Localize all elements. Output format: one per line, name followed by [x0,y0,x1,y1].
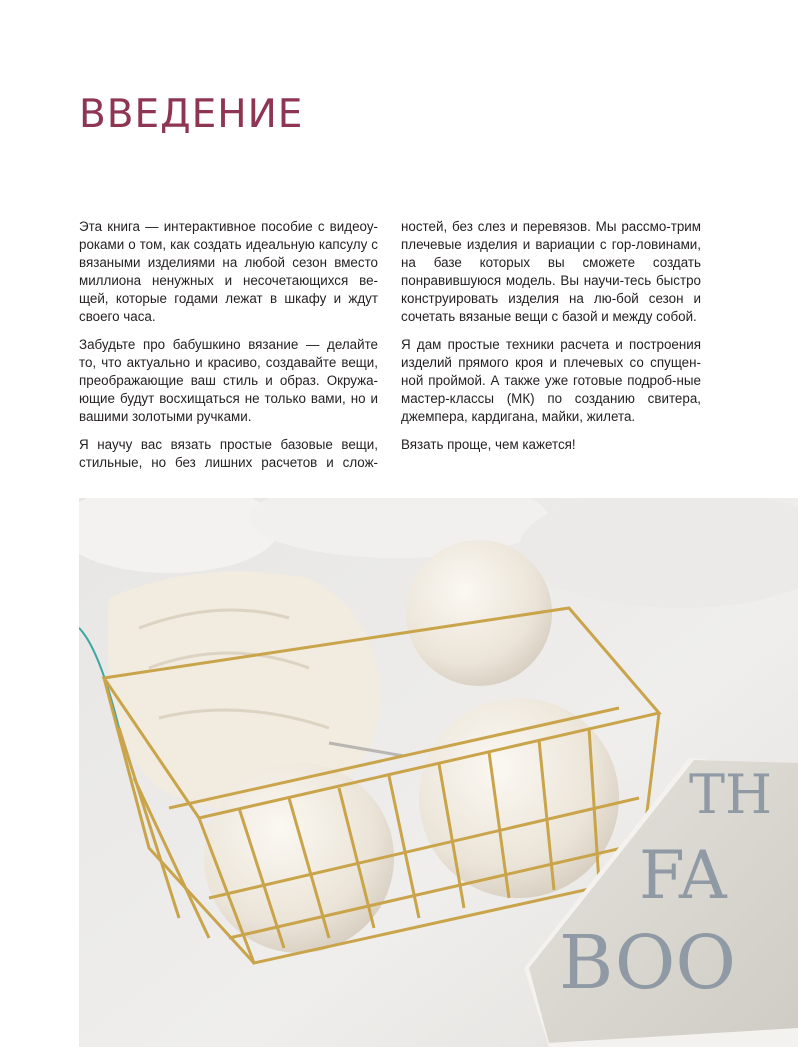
book-cover-text: BOO [559,920,737,1006]
page-title: ВВЕДЕНИЕ [79,92,304,137]
paragraph: Я дам простые техники расчета и построения изделий прямого кроя и плечевых со спущен-ной проймой. А также уже готовые подроб-ные мастер-классы (МК) по созданию свитера, джемпера, кардигана, майки, жилета. [401,337,701,424]
paragraph: Вязать проще, чем кажется! [401,437,576,452]
paragraph: Эта книга — интерактивное пособие с видеоу-роками о том, как создать идеальную капсулу с вязаными изделиями на любой сезон вместо миллиона ненужных и несочетающихся ве-щей, которые годами лежат в шкафу и ждут своего часа. [79,219,378,324]
book-cover-text: FA [639,837,727,914]
text-column-left [79,218,378,482]
text-column-right [401,218,701,464]
yarn-ball-icon [204,763,394,953]
yarn-basket-photo [79,498,798,1047]
paragraph: Забудьте про бабушкино вязание — делайте то, что актуально и красиво, создавайте вещи, преображающие ваш стиль и образ. Окружа-ющие будут восхищаться не только вами, но и вашими золотыми ручками. [79,337,378,424]
book-cover-text: TH [689,763,773,826]
paragraph: ностей, без слез и перевязов. Мы рассмо-трим плечевые изделия и вариации с гор-ловинами, на базе которых вы сможете создать понравившуюся модель. Вы научи-тесь быстро конструировать изделия на лю-бой сезон и сочетать вязаные вещи с базой и между собой. [401,219,701,324]
paragraph: Я научу вас вязать простые базовые вещи, стильные, но без лишних расчетов и слож- [79,437,378,470]
